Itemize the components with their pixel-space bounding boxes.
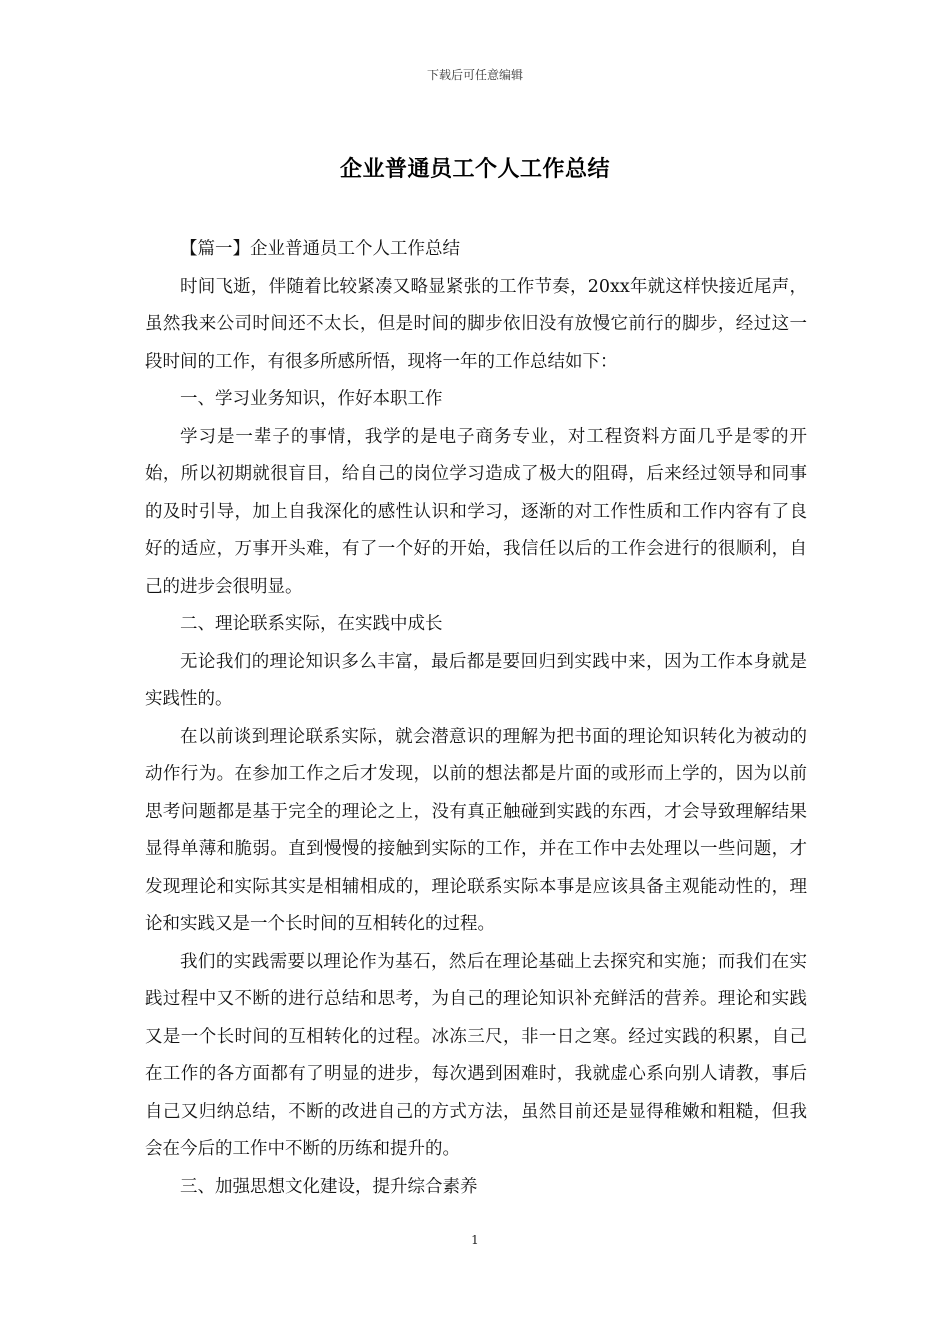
section-heading: 三、加强思想文化建设，提升综合素养 xyxy=(180,1176,478,1197)
body-paragraph: 无论我们的理论知识多么丰富，最后都是要回归到实践中来，因为工作本身就是实践性的。 xyxy=(145,651,807,709)
header-note: 下载后可任意编辑 xyxy=(426,68,523,82)
body-paragraph: 时间飞逝，伴随着比较紧凑又略显紧张的工作节奏，20xx年就这样快接近尾声，虽然我来公司时间还不太长，但是时间的脚步依旧没有放慢它前行的脚步，经过这一段时间的工作，有很多所感所悟，现将一年的工作总结如下： xyxy=(145,276,807,372)
body-paragraph: 学习是一辈子的事情，我学的是电子商务专业，对工程资料方面几乎是零的开始，所以初期就很盲目，给自己的岗位学习造成了极大的阻碍，后来经过领导和同事的及时引导，加上自我深化的感性认识和学习，逐渐的对工作性质和工作内容有了良好的适应，万事开头难，有了一个好的开始，我信任以后的工作会进行的很顺利，自己的进步会很明显。 xyxy=(145,426,807,597)
body-paragraph: 在以前谈到理论联系实际，就会潜意识的理解为把书面的理论知识转化为被动的动作行为。在参加工作之后才发现，以前的想法都是片面的或形而上学的，因为以前思考问题都是基于完全的理论之上，没有真正触碰到实践的东西，才会导致理解结果显得单薄和脆弱。直到慢慢的接触到实际的工作，并在工作中去处理以一些问题，才发现理论和实际其实是相辅相成的，理论联系实际本事是应该具备主观能动性的，理论和实践又是一个长时间的互相转化的过程。 xyxy=(145,726,807,934)
body-paragraph: 我们的实践需要以理论作为基石，然后在理论基础上去探究和实施；而我们在实践过程中又不断的进行总结和思考，为自己的理论知识补充鲜活的营养。理论和实践又是一个长时间的互相转化的过程。冰冻三尺，非一日之寒。经过实践的积累，自己在工作的各方面都有了明显的进步，每次遇到困难时，我就虚心系向别人请教，事后自己又归纳总结，不断的改进自己的方式方法，虽然目前还是显得稚嫩和粗糙，但我会在今后的工作中不断的历练和提升的。 xyxy=(145,951,807,1159)
document-title: 企业普通员工个人工作总结 xyxy=(339,156,610,182)
document-body xyxy=(145,231,807,1206)
page-number: 1 xyxy=(471,1233,479,1247)
article-heading: 【篇一】企业普通员工个人工作总结 xyxy=(180,239,460,259)
section-heading: 二、理论联系实际，在实践中成长 xyxy=(180,614,443,634)
section-heading: 一、学习业务知识，作好本职工作 xyxy=(180,389,443,409)
